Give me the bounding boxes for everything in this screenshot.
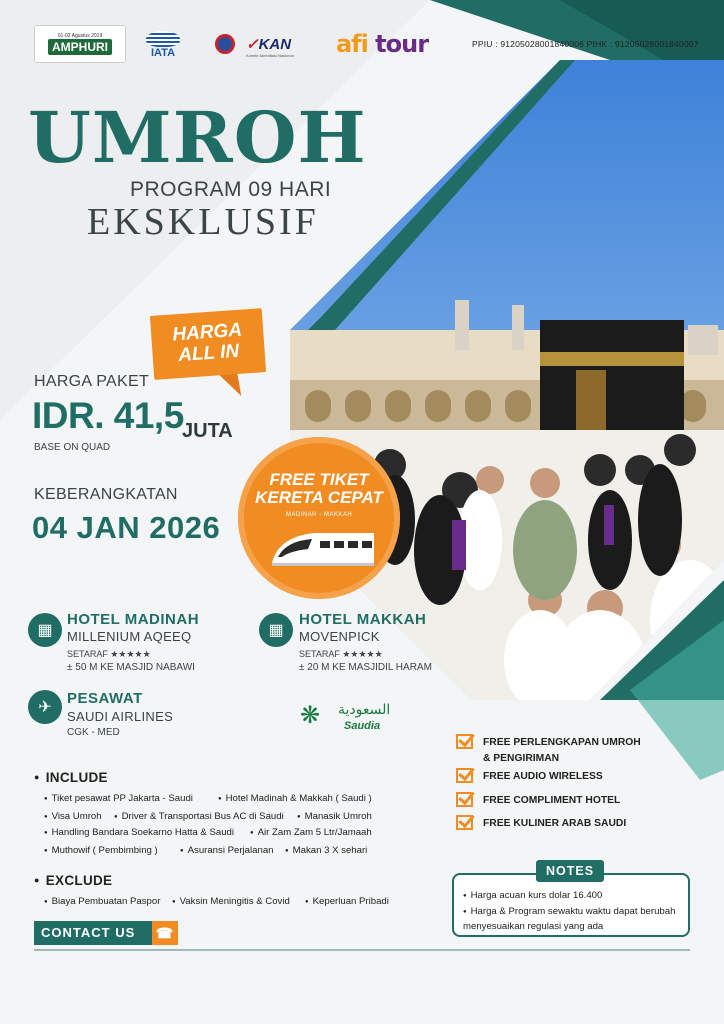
flight-route: CGK - MED — [67, 727, 120, 738]
palm-swords-icon: ❋ — [300, 702, 321, 729]
flight-airline: SAUDI AIRLINES — [67, 709, 174, 724]
amphuri-logo — [34, 25, 126, 63]
hotel-madinah-title: HOTEL MADINAH — [67, 611, 200, 628]
notes-title: NOTES — [536, 860, 604, 882]
contact-us-label: CONTACT US — [41, 925, 136, 940]
free-item-text: FREE KULINER ARAB SAUDI — [483, 818, 627, 829]
price-note: BASE ON QUAD — [34, 442, 111, 453]
saudia-latin-text: Saudia — [344, 720, 381, 732]
harga-paket-label: HARGA PAKET — [34, 373, 150, 390]
exclude-item: ● Biaya Pembuatan Paspor — [44, 896, 160, 907]
include-item: ● Air Zam Zam 5 Ltr/Jamaah — [250, 827, 372, 838]
saudia-logo — [300, 702, 392, 736]
iata-logo — [140, 28, 186, 62]
free-train-line1: FREE TIKET — [269, 470, 369, 489]
package-price: IDR. 41,5 — [32, 395, 184, 436]
free-train-badge — [238, 437, 400, 599]
check-icon — [456, 768, 473, 783]
contact-us-button[interactable] — [34, 921, 178, 945]
hotel-madinah-name: MILLENIUM AQEEQ — [67, 629, 192, 644]
free-item — [456, 818, 626, 833]
saudia-arabic-text: السعودية — [338, 702, 391, 718]
free-item-text: FREE COMPLIMENT HOTEL — [483, 795, 621, 806]
free-item-text: & PENGIRIMAN — [483, 753, 560, 764]
include-item: ● Muthowif ( Pembimbing ) — [44, 845, 158, 856]
free-item-text: FREE PERLENGKAPAN UMROH — [483, 737, 641, 748]
license-numbers: PPIU : 91205028001840006 PIHK : 91205028001840007 — [472, 39, 699, 49]
include-item: ● Manasik Umroh — [297, 811, 372, 822]
include-item: ● Hotel Madinah & Makkah ( Saudi ) — [218, 793, 372, 804]
afi-logo-suffix: tour — [375, 30, 429, 58]
kan-logo-subtext: Komite Akreditasi Nasional — [246, 52, 294, 58]
train-icon — [268, 523, 378, 573]
kan-logo-text: KAN — [258, 35, 292, 53]
include-item: ● Handling Bandara Soekarno Hatta & Saudi — [44, 827, 234, 838]
hotel-makkah-rating: SETARAF ★★★★★ — [299, 649, 383, 659]
package-subtitle: EKSKLUSIF — [87, 201, 319, 243]
check-icon — [456, 734, 473, 749]
free-train-route: MADINAH - MAKKAH — [285, 512, 353, 518]
price-unit: JUTA — [182, 420, 233, 442]
afi-logo-prefix: afi — [335, 30, 368, 58]
hotel-madinah-rating: SETARAF ★★★★★ — [67, 649, 151, 659]
check-icon — [456, 815, 473, 830]
include-item: ● Asuransi Perjalanan — [180, 845, 274, 856]
include-title: ● INCLUDE — [34, 770, 108, 785]
emblem-icon — [215, 34, 235, 54]
amphuri-logo-tagline: 01-02 Agustus 2019 — [57, 33, 103, 39]
departure-date: 04 JAN 2026 — [32, 510, 221, 545]
include-item: ● Makan 3 X sehari — [285, 845, 367, 856]
hotel-makkah-name: MOVENPICK — [299, 629, 380, 644]
iata-globe-icon — [146, 31, 180, 47]
amphuri-logo-text: AMPHURI — [48, 39, 112, 55]
iata-logo-text: IATA — [150, 47, 176, 59]
include-item: ● Visa Umroh — [44, 811, 102, 822]
include-item: ● Driver & Transportasi Bus AC di Saudi — [114, 811, 284, 822]
free-train-line2: KERETA CEPAT — [255, 488, 383, 507]
free-item — [456, 795, 620, 810]
harga-all-in-badge — [150, 308, 266, 380]
flight-title: PESAWAT — [67, 690, 143, 707]
program-duration: PROGRAM 09 HARI — [130, 178, 332, 201]
airplane-icon: ✈ — [28, 690, 62, 724]
hotel-makkah-distance: ± 20 M KE MASJIDIL HARAM — [299, 662, 432, 673]
exclude-title: ● EXCLUDE — [34, 873, 112, 888]
page-title: UMROH — [28, 96, 367, 179]
free-item — [456, 771, 603, 786]
exclude-item: ● Vaksin Meningitis & Covid — [172, 896, 290, 907]
harga-badge-line2: ALL IN — [177, 340, 240, 367]
exclude-item: ● Keperluan Pribadi — [305, 896, 389, 907]
kemenag-logo — [210, 30, 240, 58]
afi-tour-logo — [322, 26, 442, 62]
kan-logo: ✓KAN Komite Akreditasi Nasional — [246, 35, 294, 58]
hotel-madinah-distance: ± 50 M KE MASJID NABAWI — [67, 662, 195, 673]
harga-badge-line1: HARGA — [171, 319, 243, 346]
hotel-makkah-title: HOTEL MAKKAH — [299, 611, 427, 628]
free-item — [456, 737, 686, 764]
free-item-text: FREE AUDIO WIRELESS — [483, 771, 603, 782]
check-icon — [456, 792, 473, 807]
note-item: ● Harga acuan kurs dolar 16.400 — [463, 889, 687, 904]
departure-label: KEBERANGKATAN — [34, 486, 178, 503]
notes-box — [452, 873, 690, 937]
phone-icon: ☎ — [152, 921, 178, 945]
include-item: ● Tiket pesawat PP Jakarta - Saudi — [44, 793, 193, 804]
note-item: ● Harga & Program sewaktu waktu dapat berubah menyesuaikan regulasi yang ada — [463, 905, 687, 933]
building-icon: ▦ — [259, 613, 293, 647]
building-icon: ▦ — [28, 613, 62, 647]
